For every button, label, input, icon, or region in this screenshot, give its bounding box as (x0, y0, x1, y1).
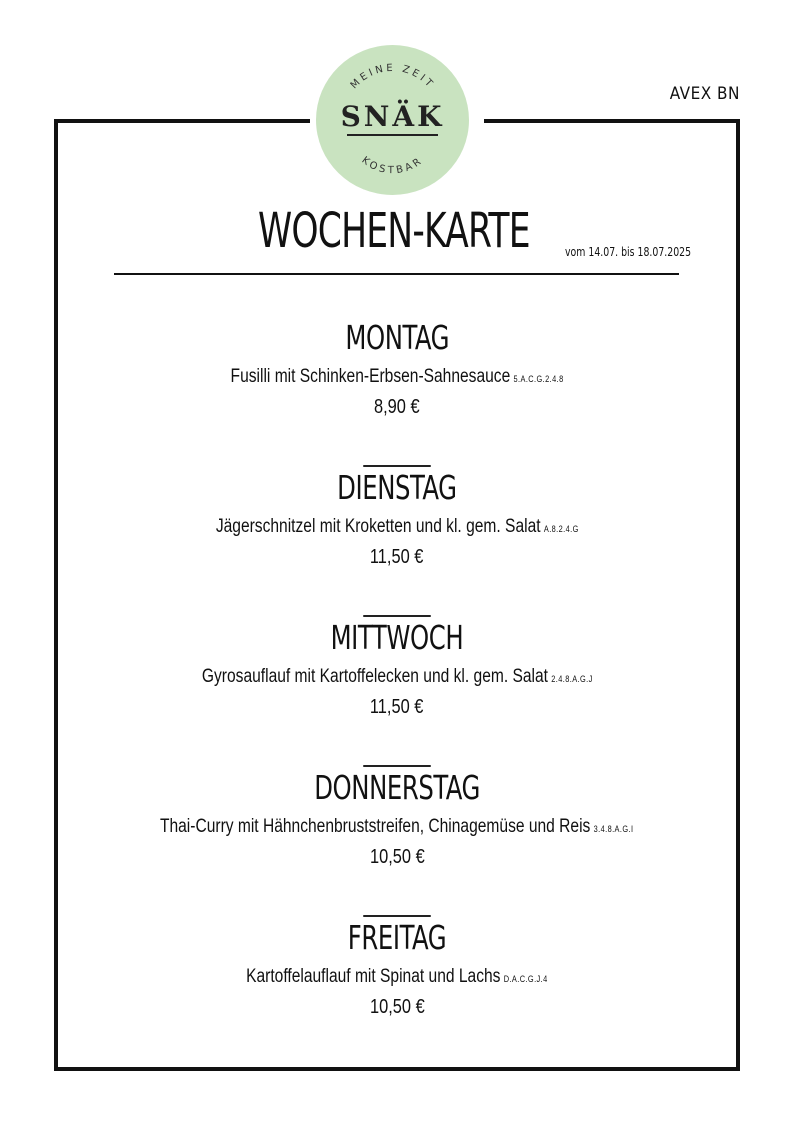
day-name: MONTAG (345, 318, 449, 357)
dish-line (246, 966, 548, 990)
dish-price: 10,50 € (369, 996, 425, 1018)
day-name: MITTWOCH (330, 618, 464, 657)
day-name: DONNERSTAG (314, 768, 480, 807)
allergen-codes: 5.A.C.G.2.4.8 (513, 374, 564, 384)
dish-name: Thai-Curry mit Hähnchenbruststreifen, Chinagemüse und Reis (160, 816, 591, 837)
day-divider (363, 465, 431, 467)
dish-price: 11,50 € (370, 546, 424, 568)
allergen-codes: A.8.2.4.G (543, 524, 579, 534)
logo-brand: SNÄK (340, 100, 445, 133)
day-name: DIENSTAG (337, 468, 457, 507)
logo-rule (347, 134, 438, 136)
dish-line (216, 516, 579, 540)
weekly-menu (58, 318, 736, 1068)
allergen-codes: D.A.C.G.J.4 (503, 974, 548, 984)
day-wednesday (58, 618, 736, 768)
logo-top-text: MEINE ZEIT (348, 62, 437, 92)
dish-name: Kartoffelauflauf mit Spinat und Lachs (246, 966, 501, 987)
menu-title: WOCHEN-KARTE (258, 203, 530, 259)
day-tuesday (58, 468, 736, 618)
dish-price: 8,90 € (374, 396, 420, 418)
dish-price: 10,50 € (369, 846, 425, 868)
day-thursday (58, 768, 736, 918)
day-divider (363, 765, 431, 767)
day-monday (58, 318, 736, 468)
title-divider (114, 273, 679, 275)
snaek-logo (316, 45, 469, 195)
allergen-codes: 2.4.8.A.G.J (550, 674, 593, 684)
dish-name: Gyrosauflauf mit Kartoffelecken und kl. gem. Salat (201, 666, 548, 687)
dish-line (160, 816, 633, 840)
day-divider (363, 915, 431, 917)
dish-line (230, 366, 563, 390)
day-name: FREITAG (347, 918, 447, 957)
dish-name: Fusilli mit Schinken-Erbsen-Sahnesauce (230, 366, 511, 387)
dish-name: Jägerschnitzel mit Kroketten und kl. gem. Salat (215, 516, 541, 537)
dish-price: 11,50 € (370, 696, 424, 718)
logo-bottom-text: KOSTBAR (359, 154, 426, 177)
dish-line (202, 666, 593, 690)
date-range: vom 14.07. bis 18.07.2025 (565, 245, 692, 259)
day-friday (58, 918, 736, 1068)
allergen-codes: 3.4.8.A.G.I (593, 824, 634, 834)
location-code: AVEX BN (669, 84, 740, 104)
day-divider (363, 615, 431, 617)
